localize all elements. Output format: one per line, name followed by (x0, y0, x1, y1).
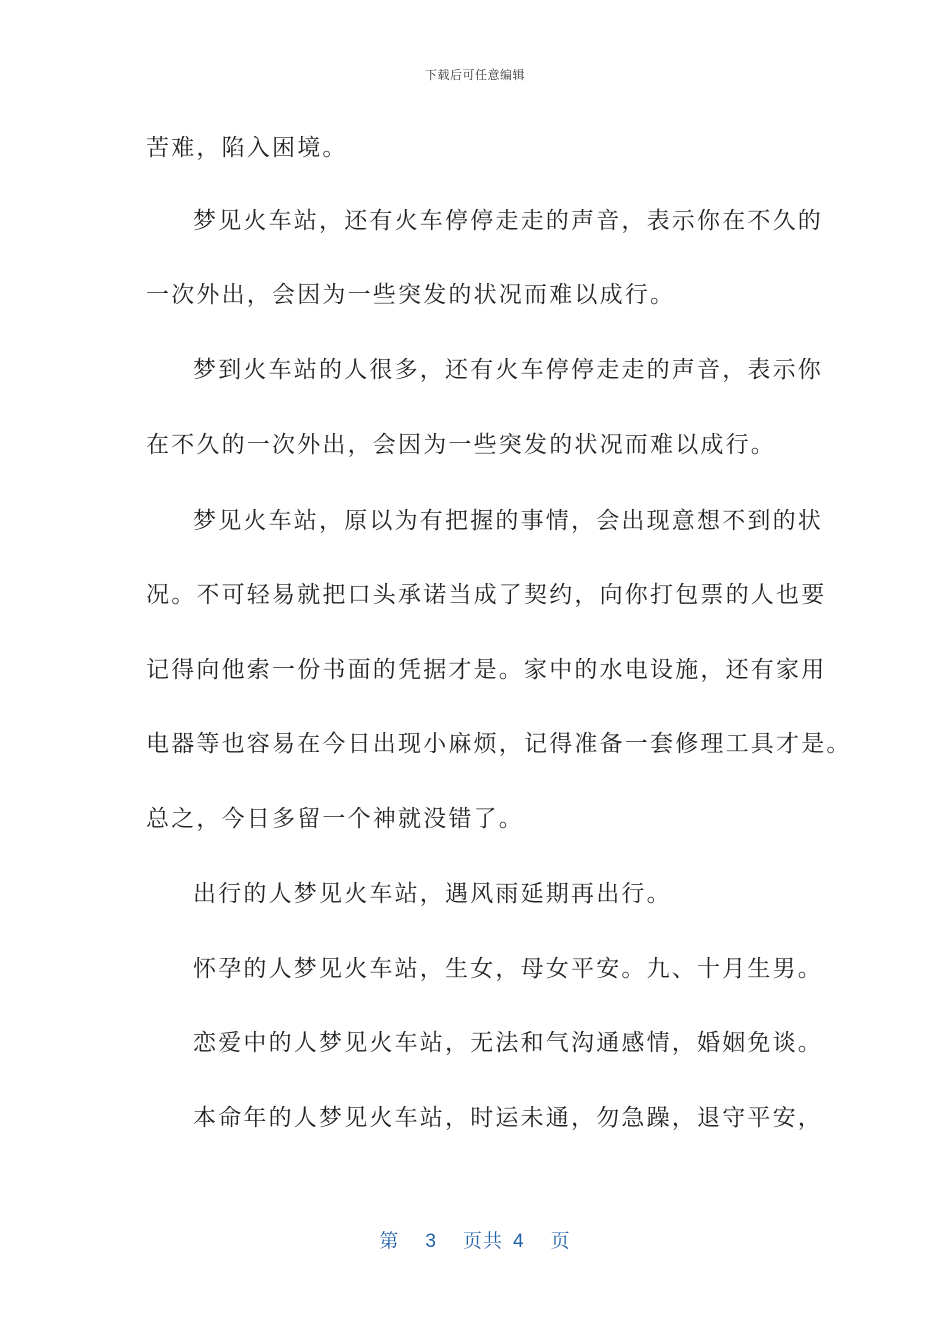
text-line: 总之，今日多留一个神就没错了。 (146, 806, 524, 832)
page-prefix: 第 (379, 1231, 400, 1252)
text-line: 一次外出，会因为一些突发的状况而难以成行。 (146, 282, 676, 308)
page-suffix: 页 (550, 1231, 571, 1252)
total-pages-number: 4 (513, 1231, 525, 1252)
current-page-number: 3 (425, 1231, 437, 1252)
page-number-footer (0, 1226, 950, 1253)
text-line: 电器等也容易在今日出现小麻烦，记得准备一套修理工具才是。 (146, 731, 852, 757)
paragraph-line: 恋爱中的人梦见火车站，无法和气沟通感情，婚姻免谈。 (193, 1030, 823, 1056)
paragraph-line: 梦见火车站，还有火车停停走走的声音，表示你在不久的 (193, 208, 823, 234)
paragraph-line: 出行的人梦见火车站，遇风雨延期再出行。 (193, 881, 672, 907)
page-header-note: 下载后可任意编辑 (424, 68, 525, 82)
text-line: 苦难，陷入困境。 (146, 135, 348, 161)
paragraph-line: 怀孕的人梦见火车站，生女，母女平安。九、十月生男。 (193, 956, 823, 982)
page-mid: 页共 (462, 1231, 503, 1252)
text-line: 在不久的一次外出，会因为一些突发的状况而难以成行。 (146, 432, 776, 458)
paragraph-line: 梦到火车站的人很多，还有火车停停走走的声音，表示你 (193, 357, 823, 383)
text-line: 记得向他索一份书面的凭据才是。家中的水电设施，还有家用 (146, 657, 827, 683)
paragraph-line: 梦见火车站，原以为有把握的事情，会出现意想不到的状 (193, 508, 823, 534)
text-line: 况。不可轻易就把口头承诺当成了契约，向你打包票的人也要 (146, 582, 827, 608)
paragraph-line: 本命年的人梦见火车站，时运未通，勿急躁，退守平安， (193, 1105, 823, 1131)
